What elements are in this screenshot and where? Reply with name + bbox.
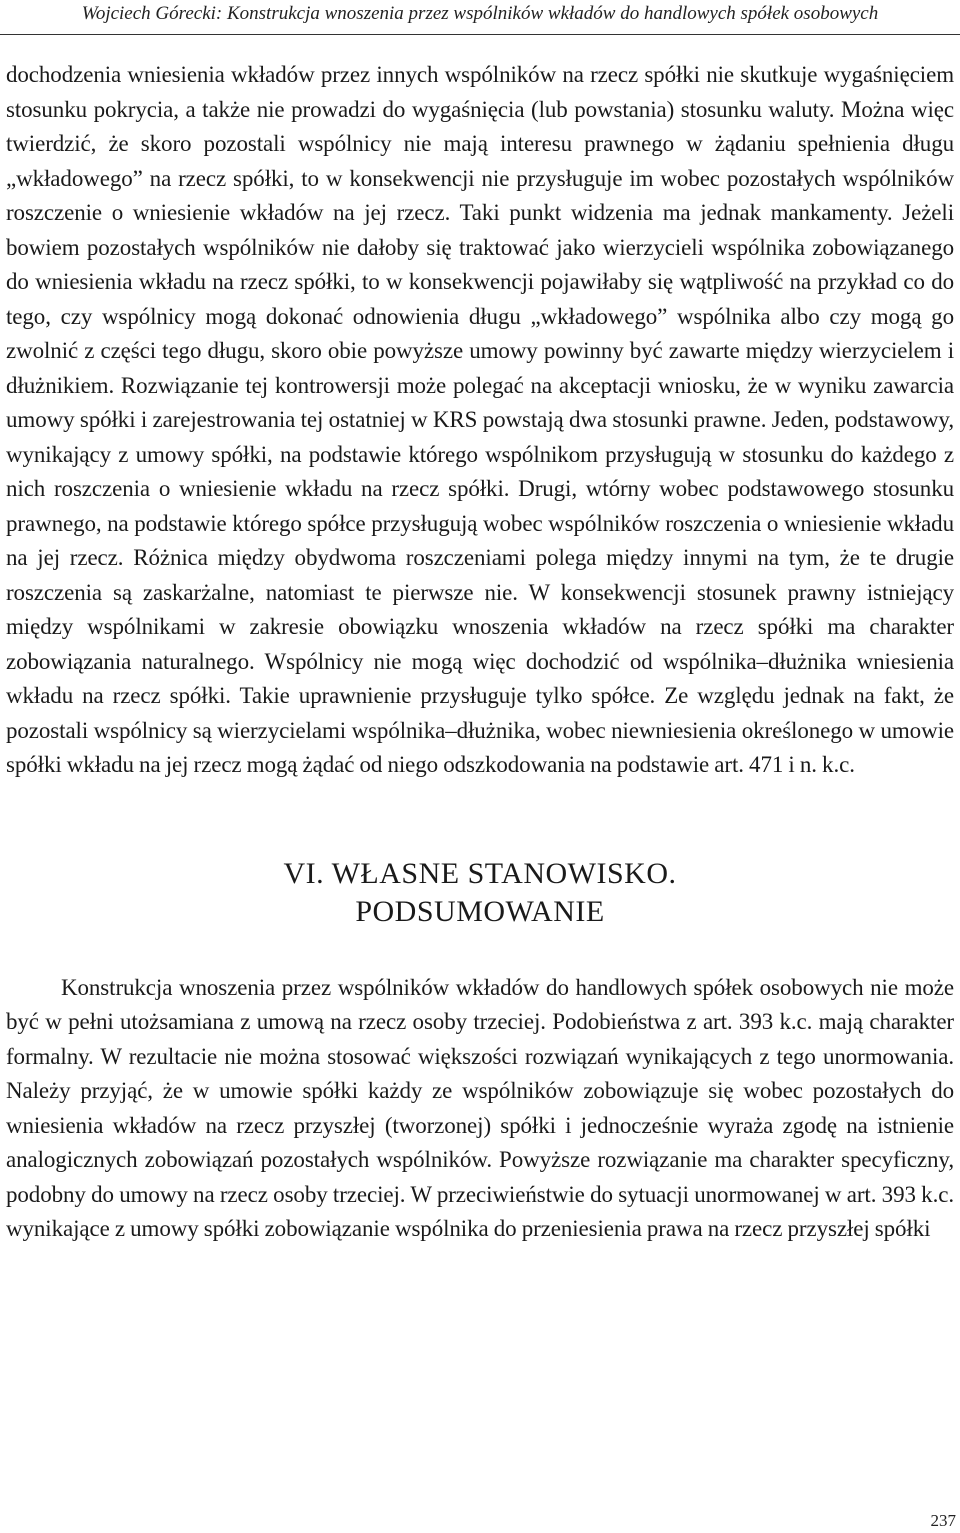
- body-paragraph-continued: dochodzenia wniesienia wkładów przez innych wspólników na rzecz spółki nie skutkuje wygaśnięciem stosunku pokrycia, a także nie prowadzi do wygaśnięcia (lub powstania) stosunku waluty. Można więc twierdzić, że skoro pozostali wspólnicy nie mają interesu prawnego w żądaniu spełnienia długu „wkładowego” na rzecz spółki, to w konsekwencji nie przysługuje im wobec pozostałych wspólników roszczenie o wniesienie wkładów na jej rzecz. Taki punkt widzenia ma jednak mankamenty. Jeżeli bowiem pozostałych wspólników nie dałoby się traktować jako wierzycieli wspólnika zobowiązanego do wniesienia wkładu na rzecz spółki, to w konsekwencji pojawiłaby się wątpliwość na przykład co do tego, czy wspólnicy mogą dokonać odnowienia długu „wkładowego” wspólnika albo czy mogą go zwolnić z części tego długu, skoro obie powyższe umowy powinny być zawarte między wierzycielem i dłużnikiem. Rozwiązanie tej kontrowersji może polegać na akceptacji wniosku, że w wyniku zawarcia umowy spółki i zarejestrowania tej ostatniej w KRS powstają dwa stosunki prawne. Jeden, podstawowy, wynikający z umowy spółki, na podstawie którego wspólnikom przysługują w stosunku do każdego z nich roszczenia o wniesienie wkładu na rzecz spółki. Drugi, wtórny wobec podstawowego stosunku prawnego, na podstawie którego spółce przysługują wobec wspólników roszczenia o wniesienie wkładu na jej rzecz. Różnica między obydwoma roszczeniami polega między innymi na tym, że te drugie roszczenia są zaskarżalne, natomiast te pierwsze nie. W konsekwencji stosunek prawny istniejący między wspólnikami w zakresie obowiązku wnoszenia wkładów na rzecz spółki ma charakter zobowiązania naturalnego. Wspólnicy nie mogą więc dochodzić od wspólnika–dłużnika wniesienia wkładu na rzecz spółki. Takie uprawnienie przysługuje tylko spółce. Ze względu jednak na fakt, że pozostali wspólnicy są wierzycielami wspólnika–dłużnika, wobec niewniesienia określonego w umowie spółki wkładu na jej rzecz mogą żądać od niego odszkodowania na podstawie art. 471 i n. k.c.: [6, 62, 954, 777]
- page-body: [6, 58, 954, 1247]
- page-number: 237: [930, 1511, 956, 1530]
- body-paragraph-summary: Konstrukcja wnoszenia przez wspólników wkładów do handlowych spółek osobowych nie może być w pełni utożsamiana z umową na rzecz osoby trzeciej. Podobieństwa z art. 393 k.c. mają charakter formalny. W rezultacie nie można stosować większości rozwiązań wynikających z tego unormowania. Należy przyjąć, że w umowie spółki każdy ze wspólników zobowiązuje się wobec pozostałych do wniesienia wkładów na rzecz przyszłej (tworzonej) spółki i jednocześnie wyraża zgodę na istnienie analogicznych zobowiązań pozostałych wspólników. Powyższe rozwiązanie ma charakter specyficzny, podobny do umowy na rzecz osoby trzeciej. W przeciwieństwie do sytuacji unormowanej w art. 393 k.c. wynikające z umowy spółki zobowiązanie wspólnika do przeniesienia prawa na rzecz przyszłej spółki: [6, 974, 954, 1241]
- section-heading: [6, 855, 954, 931]
- section-heading-line-2: PODSUMOWANIE: [355, 894, 605, 928]
- header-divider: [0, 34, 960, 35]
- running-header: Wojciech Górecki: Konstrukcja wnoszenia przez wspólników wkładów do handlowych spółek osobowych: [81, 3, 879, 24]
- section-heading-line-1: VI. WŁASNE STANOWISKO.: [283, 856, 677, 890]
